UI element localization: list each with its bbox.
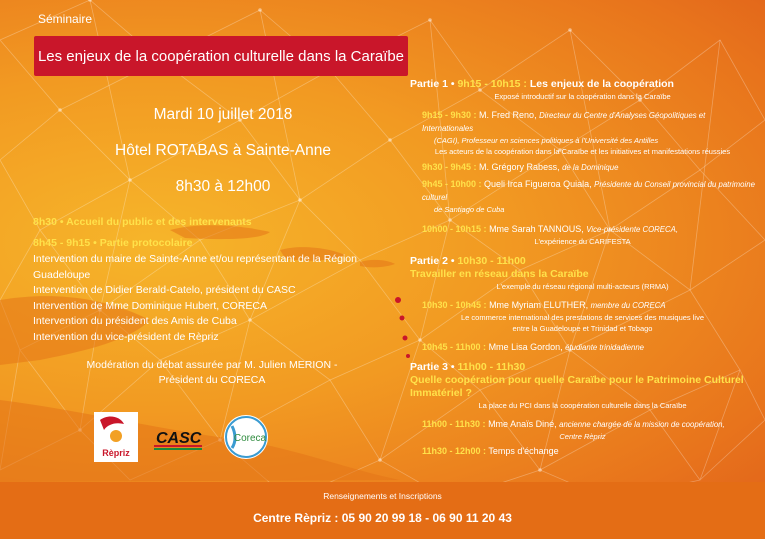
contact-footer	[0, 482, 765, 539]
part-3-title: Quelle coopération pour quelle Caraïbe pour le Patrimoine Culturel Immatériel ?	[410, 374, 744, 399]
intervention-item: Intervention du président des Amis de Cuba	[33, 315, 237, 327]
part-3-time: 11h00 - 11h30	[457, 361, 526, 373]
coreca-logo	[224, 415, 268, 459]
talk-time: 9h30 - 9h45 :	[422, 162, 477, 172]
talk-speaker: Mme Anaïs Diné,	[488, 419, 557, 429]
intervention-item: Intervention de Mme Dominique Hubert, CORECA	[33, 299, 268, 312]
talk-discussion	[410, 445, 755, 457]
talk-role: membre du CORECA	[590, 301, 666, 310]
talk-speaker: Mme Myriam ELUTHER,	[489, 300, 589, 310]
interventions-list	[33, 252, 403, 345]
slot-welcome-time: 8h30	[33, 216, 57, 228]
left-program	[33, 216, 403, 345]
part-1-title: Les enjeux de la coopération	[529, 78, 674, 90]
talk-eluther	[410, 299, 755, 312]
intervention-item: Intervention du maire de Sainte-Anne et/ou représentant de la Région Guadeloupe	[33, 253, 357, 281]
talk-reno	[410, 109, 755, 135]
part-1-label: Partie 1 •	[410, 78, 455, 90]
intervention-item: Intervention de Didier Berald-Catelo, président du CASC	[33, 284, 296, 296]
event-venue: Hôtel ROTABAS à Sainte-Anne	[115, 142, 331, 159]
talk-role-continued: de Santiago de Cuba	[434, 205, 505, 214]
event-title: Les enjeux de la coopération culturelle dans la Caraïbe	[37, 47, 405, 65]
talk-speaker: M. Fred Reno,	[479, 110, 537, 120]
event-date: Mardi 10 juillet 2018	[153, 106, 293, 123]
talk-figueroa	[410, 178, 755, 204]
talk-speaker: Queli Irca Figueroa Quiala,	[484, 179, 592, 189]
talk-time: 10h30 - 10h45 :	[422, 300, 487, 310]
footer-heading: Renseignements et Inscriptions	[323, 491, 442, 501]
talk-time: 11h30 - 12h00 :	[422, 446, 487, 456]
part-3-label: Partie 3 •	[410, 361, 455, 373]
talk-role: ancienne chargée de la mission de coopération,	[559, 420, 725, 429]
moderation-line-2: Président du CORECA	[158, 374, 266, 386]
slot-protocol	[33, 237, 403, 249]
event-hours: 8h30 à 12h00	[175, 178, 271, 195]
part-3-heading	[410, 361, 755, 374]
right-program	[410, 78, 755, 457]
slot-welcome-label: • Accueil du public et des intervenants	[59, 216, 252, 228]
part-1-heading	[410, 78, 755, 91]
talk-role: Vice-présidente CORECA,	[586, 225, 679, 234]
casc-logo-text: CASC	[156, 430, 202, 447]
slot-protocol-label: • Partie protocolaire	[93, 237, 193, 249]
part-1-time: 9h15 - 10h15 :	[457, 78, 527, 90]
talk-time: 9h45 - 10h00 :	[422, 179, 482, 189]
talk-time: 9h15 - 9h30 :	[422, 110, 477, 120]
talk-speaker: Temps d'échange	[488, 446, 559, 456]
talk-time: 10h45 - 11h00 :	[422, 342, 487, 352]
coreca-logo-text: Coreca	[233, 433, 267, 444]
talk-time: 10h00 - 10h15 :	[422, 224, 487, 234]
talk-topic: Les acteurs de la coopération dans la Caraïbe et les initiatives et manifestations réussies	[434, 147, 731, 156]
talk-dine	[410, 418, 755, 431]
talk-role-continued: (CAGI), Professeur en sciences politiques à l'Université des Antilles	[434, 136, 659, 145]
talk-gordon	[410, 341, 755, 354]
talk-role: de la Dominique	[562, 163, 619, 172]
seminar-overline: Séminaire	[38, 12, 93, 26]
intervention-item: Intervention du vice-président de Rèpriz	[33, 330, 219, 343]
casc-logo	[154, 430, 202, 449]
talk-role: Présidente du Conseil provincial du patrimoine culturel	[422, 180, 755, 202]
part-2-title: Travailler en réseau dans la Caraïbe	[410, 268, 589, 280]
talk-topic: L'expérience du CARIFESTA	[534, 237, 631, 246]
moderation-line-1: Modération du débat assurée par M. Julien MERION -	[86, 359, 338, 371]
talk-topic: Le commerce international des prestations de services des musiques live	[460, 313, 705, 322]
part-2-heading	[410, 255, 755, 268]
event-title-banner	[34, 36, 408, 76]
talk-role-continued: Centre Rèpriz	[559, 432, 606, 441]
talk-rabess	[410, 161, 755, 174]
part-3-subtitle: La place du PCI dans la coopération culturelle dans la Caraïbe	[478, 401, 687, 410]
talk-speaker: Mme Sarah TANNOUS,	[489, 224, 584, 234]
part-2-label: Partie 2 •	[410, 255, 455, 267]
talk-role: Directeur du Centre d'Analyses Géopolitiques et Internationales	[422, 111, 706, 133]
slot-welcome	[33, 216, 403, 228]
footer-contact-phones: Centre Rèpriz : 05 90 20 99 18 - 06 90 11 20 43	[253, 511, 512, 525]
talk-time: 11h00 - 11h30 :	[422, 419, 486, 429]
talk-tannous	[410, 223, 755, 236]
event-info	[108, 106, 338, 214]
talk-role: étudiante trinidadienne	[565, 343, 645, 352]
moderation-note	[62, 358, 362, 388]
part-2-subtitle: L'exemple du réseau régional multi-acteurs (RRMA)	[496, 282, 669, 291]
talk-speaker: Mme Lisa Gordon,	[488, 342, 563, 352]
part-2-time: 10h30 - 11h00	[457, 255, 526, 267]
slot-protocol-time: 8h45 - 9h15	[33, 237, 91, 249]
part-1-subtitle: Exposé introductif sur la coopération dans la Caraïbe	[494, 92, 671, 101]
talk-speaker: M. Grégory Rabess,	[479, 162, 560, 172]
partner-logos	[94, 412, 294, 462]
repriz-logo	[94, 412, 138, 462]
repriz-logo-text: Rèpriz	[102, 448, 130, 458]
talk-topic-continued: entre la Guadeloupe et Trinidad et Tobago	[512, 324, 653, 333]
